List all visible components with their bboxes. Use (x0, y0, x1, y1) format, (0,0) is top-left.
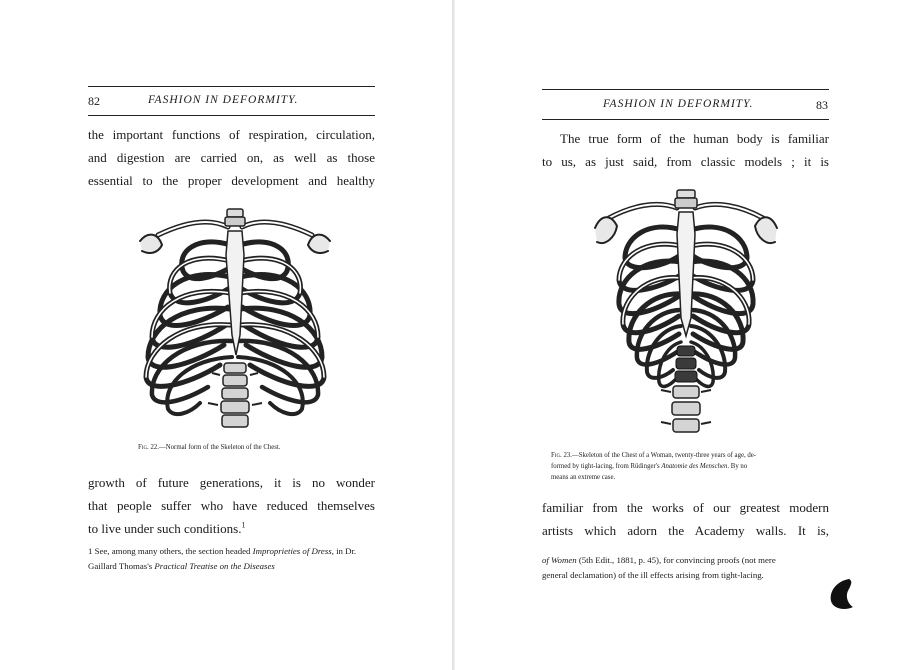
text-line: essential to the proper development and healthy (88, 173, 375, 188)
text-line: The true form of the human body is familiar (560, 131, 829, 146)
running-head: FASHION IN DEFORMITY. (603, 98, 754, 110)
deformed-ribcage-illustration (591, 186, 781, 446)
figure-caption-text: —Skeleton of the Chest of a Woman, twenty-three years of age, de- (571, 452, 757, 459)
ink-blot (827, 577, 857, 611)
body-text-top (88, 123, 375, 192)
body-text-bottom (88, 471, 375, 540)
figure-caption-text: means an extreme case. (551, 474, 616, 481)
normal-ribcage-illustration (128, 205, 342, 433)
footnote-text: (5th Edit., 1881, p. 45), for convincing proofs (not mere (576, 555, 776, 565)
footnote (88, 544, 378, 574)
footnote-italic: Practical Treatise on the Diseases (154, 561, 275, 571)
figure-caption-text: . By no (727, 463, 748, 470)
footnote-text: , in Dr. Gaillard Thomas's (88, 546, 357, 571)
header-rule-bottom (542, 119, 829, 120)
figure-caption (138, 442, 281, 453)
text-line: artists which adorn the Academy walls. It is, (542, 523, 829, 538)
text-line: and digestion are carried on, as well as those (88, 150, 375, 165)
footnote-number: 1 (88, 546, 93, 556)
footnote-text: See, among many others, the section headed (92, 546, 253, 556)
body-text-bottom (542, 496, 829, 542)
right-page (455, 0, 903, 670)
footnote-italic: of Women (542, 555, 577, 565)
figure-caption-text: —Normal form of the Skeleton of the Chest. (158, 444, 281, 451)
header-rule-top (88, 86, 375, 87)
text-line (88, 517, 375, 540)
text-line: growth of future generations, it is no wonder (88, 475, 375, 490)
header-rule-top (542, 89, 829, 90)
figure-caption (551, 450, 825, 483)
page-number: 82 (88, 94, 100, 108)
figure-caption-text: formed by tight-lacing, from Rüdinger's (551, 463, 662, 470)
body-text-top (542, 127, 829, 173)
figure-caption-italic: Anatomie des Menschen (661, 463, 728, 470)
footnote (542, 553, 832, 583)
header-rule-bottom (88, 115, 375, 116)
footnote-italic: Improprieties of Dress (252, 546, 332, 556)
figure-number: Fig. 22. (138, 444, 159, 451)
page-number: 83 (816, 98, 828, 112)
footnote-text: general declamation) of the ill effects arising from tight-lacing. (542, 570, 764, 580)
text-line-content: to live under such conditions. (88, 521, 242, 536)
text-line: the important functions of respiration, circulation, (88, 127, 375, 142)
text-line: to us, as just said, from classic models ; it is (542, 154, 829, 169)
footnote-marker: 1 (241, 520, 246, 530)
text-line: that people suffer who have reduced themselves (88, 498, 375, 513)
figure-number: Fig. 23. (551, 452, 572, 459)
running-head: FASHION IN DEFORMITY. (148, 94, 299, 106)
text-line: familiar from the works of our greatest modern (542, 500, 829, 515)
